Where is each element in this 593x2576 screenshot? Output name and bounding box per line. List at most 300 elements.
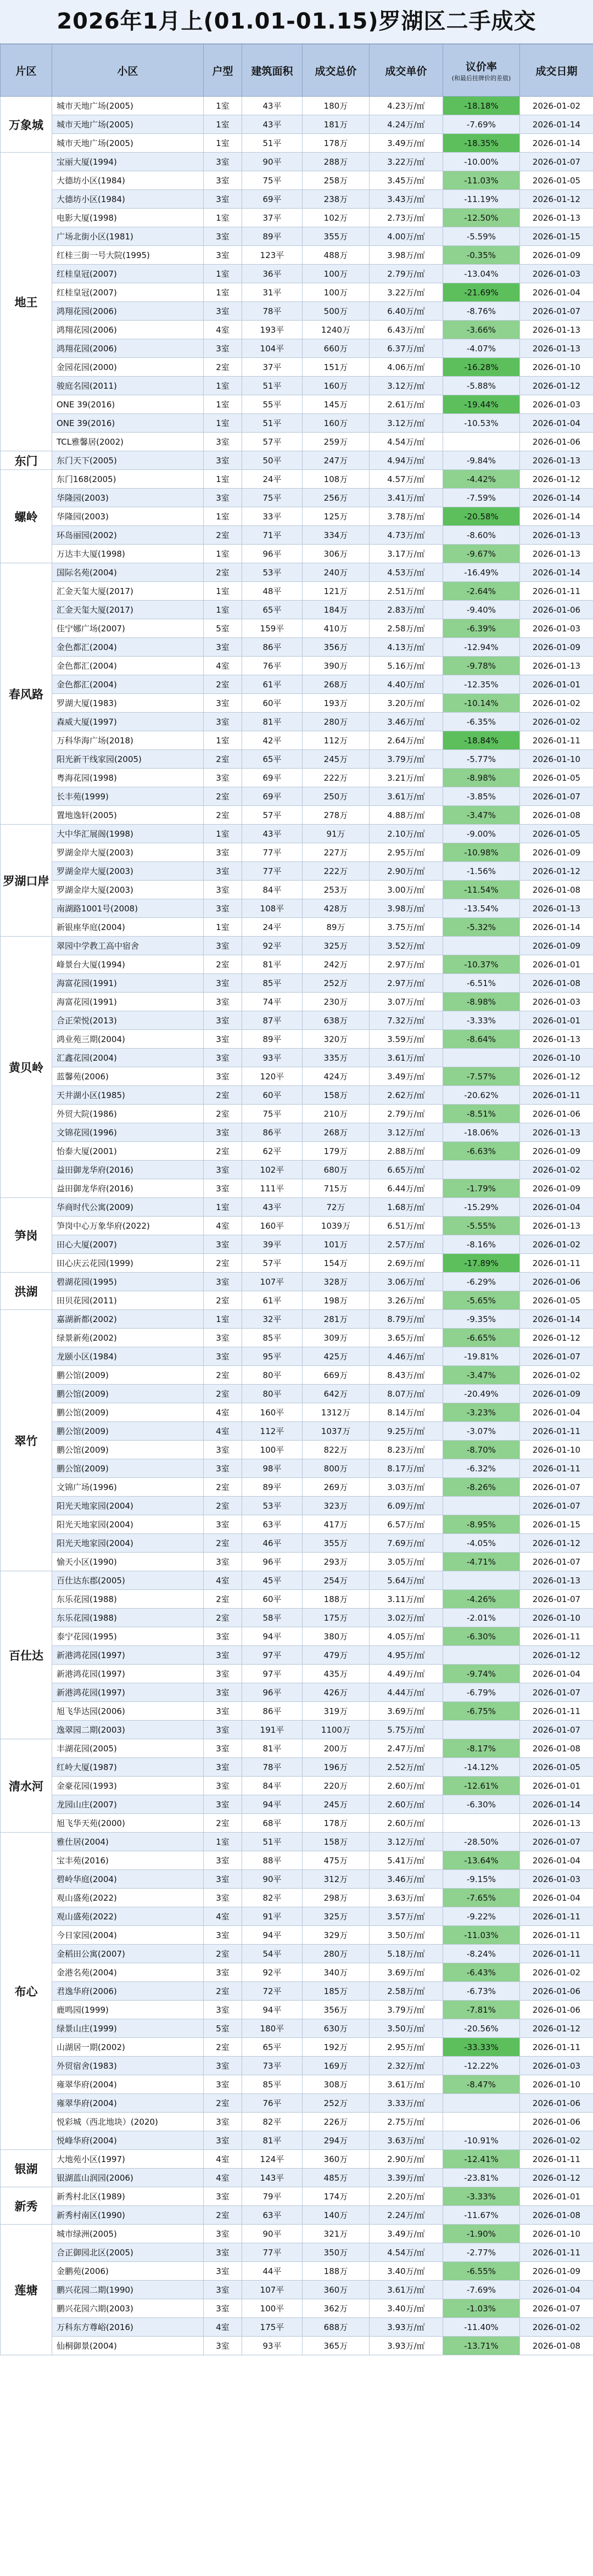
area-cell: 124平 — [242, 2150, 303, 2169]
unit-price-cell: 3.45万/㎡ — [370, 171, 443, 190]
date-cell: 2026-01-04 — [520, 1889, 593, 1907]
table-row — [1, 302, 593, 321]
table-row — [1, 1497, 593, 1515]
area-cell: 107平 — [242, 1273, 303, 1291]
unit-price-cell: 4.00万/㎡ — [370, 227, 443, 246]
discount-cell: -7.65% — [443, 1889, 520, 1907]
table-row — [1, 1161, 593, 1179]
layout-cell: 3室 — [204, 1795, 242, 1814]
unit-price-cell: 6.09万/㎡ — [370, 1497, 443, 1515]
date-cell: 2026-01-04 — [520, 2281, 593, 2299]
community-cell: 国际名苑(2004) — [52, 563, 204, 582]
area-cell: 51平 — [242, 414, 303, 433]
date-cell: 2026-01-11 — [520, 1702, 593, 1721]
area-cell: 160平 — [242, 1403, 303, 1422]
area-cell: 81平 — [242, 2131, 303, 2150]
layout-cell: 4室 — [204, 657, 242, 675]
area-cell: 108平 — [242, 899, 303, 918]
table-row — [1, 2113, 593, 2131]
layout-cell: 1室 — [204, 731, 242, 750]
community-cell: 合正御园北区(2005) — [52, 2243, 204, 2262]
community-cell: 广场北街小区(1981) — [52, 227, 204, 246]
unit-price-cell: 3.07万/㎡ — [370, 993, 443, 1011]
area-cell: 43平 — [242, 825, 303, 843]
layout-cell: 3室 — [204, 2299, 242, 2318]
total-price-cell: 100万 — [303, 265, 370, 283]
date-cell: 2026-01-13 — [520, 1123, 593, 1142]
layout-cell: 2室 — [204, 1086, 242, 1105]
community-cell: 鹏公馆(2009) — [52, 1422, 204, 1441]
total-price-cell: 485万 — [303, 2169, 370, 2187]
community-cell: 龙园山庄(2007) — [52, 1795, 204, 1814]
unit-price-cell: 3.78万/㎡ — [370, 507, 443, 526]
date-cell: 2026-01-02 — [520, 1161, 593, 1179]
discount-cell: -8.70% — [443, 1441, 520, 1459]
date-cell: 2026-01-10 — [520, 358, 593, 377]
discount-cell: -6.63% — [443, 1142, 520, 1161]
date-cell: 2026-01-03 — [520, 1870, 593, 1889]
unit-price-cell: 6.37万/㎡ — [370, 339, 443, 358]
total-price-cell: 245万 — [303, 750, 370, 769]
table-row — [1, 1963, 593, 1982]
area-cell: 85平 — [242, 2075, 303, 2094]
date-cell: 2026-01-10 — [520, 2075, 593, 2094]
total-price-cell: 390万 — [303, 657, 370, 675]
area-cell: 89平 — [242, 227, 303, 246]
total-price-cell: 91万 — [303, 825, 370, 843]
table-row — [1, 526, 593, 545]
table-row — [1, 1030, 593, 1049]
area-cell: 39平 — [242, 1235, 303, 1254]
date-cell: 2026-01-12 — [520, 862, 593, 881]
total-price-cell: 259万 — [303, 433, 370, 451]
area-cell: 69平 — [242, 190, 303, 209]
community-cell: 阳光天地家园(2004) — [52, 1534, 204, 1553]
unit-price-cell: 2.79万/㎡ — [370, 1105, 443, 1123]
unit-price-cell: 2.73万/㎡ — [370, 209, 443, 227]
date-cell: 2026-01-14 — [520, 918, 593, 937]
total-price-cell: 362万 — [303, 2299, 370, 2318]
total-price-cell: 479万 — [303, 1646, 370, 1665]
total-price-cell: 268万 — [303, 1123, 370, 1142]
district-cell: 银湖 — [1, 2150, 52, 2187]
date-cell: 2026-01-12 — [520, 1329, 593, 1347]
area-cell: 51平 — [242, 134, 303, 153]
discount-cell: -3.85% — [443, 787, 520, 806]
date-cell: 2026-01-09 — [520, 2262, 593, 2281]
total-price-cell: 160万 — [303, 414, 370, 433]
layout-cell: 4室 — [204, 1422, 242, 1441]
total-price-cell: 500万 — [303, 302, 370, 321]
area-cell: 31平 — [242, 283, 303, 302]
area-cell: 51平 — [242, 1833, 303, 1851]
community-cell: 金稻田公寓(2007) — [52, 1945, 204, 1963]
date-cell: 2026-01-05 — [520, 1291, 593, 1310]
community-cell: 益田御龙华府(2016) — [52, 1161, 204, 1179]
date-cell: 2026-01-12 — [520, 190, 593, 209]
table-row — [1, 1086, 593, 1105]
date-cell: 2026-01-12 — [520, 470, 593, 489]
date-cell: 2026-01-12 — [520, 1534, 593, 1553]
layout-cell: 3室 — [204, 993, 242, 1011]
table-row — [1, 563, 593, 582]
area-cell: 54平 — [242, 1945, 303, 1963]
total-price-cell: 360万 — [303, 2281, 370, 2299]
area-cell: 81平 — [242, 1739, 303, 1758]
unit-price-cell: 2.61万/㎡ — [370, 395, 443, 414]
date-cell: 2026-01-07 — [520, 1347, 593, 1366]
discount-cell — [443, 1646, 520, 1665]
discount-cell: -8.60% — [443, 526, 520, 545]
area-cell: 81平 — [242, 713, 303, 731]
discount-cell: -9.35% — [443, 1310, 520, 1329]
layout-cell: 2室 — [204, 1982, 242, 2001]
discount-cell — [443, 1571, 520, 1590]
table-row — [1, 843, 593, 862]
discount-cell: -10.98% — [443, 843, 520, 862]
community-cell: 大德坊小区(1984) — [52, 190, 204, 209]
table-row — [1, 489, 593, 507]
total-price-cell: 329万 — [303, 1926, 370, 1945]
area-cell: 94平 — [242, 1926, 303, 1945]
discount-cell: -8.17% — [443, 1739, 520, 1758]
total-price-cell: 308万 — [303, 2075, 370, 2094]
community-cell: 绿景新苑(2002) — [52, 1329, 204, 1347]
area-cell: 46平 — [242, 1534, 303, 1553]
layout-cell: 2室 — [204, 1590, 242, 1609]
table-row — [1, 1683, 593, 1702]
unit-price-cell: 9.25万/㎡ — [370, 1422, 443, 1441]
area-cell: 75平 — [242, 489, 303, 507]
community-cell: 鹏公馆(2009) — [52, 1366, 204, 1385]
layout-cell: 3室 — [204, 1123, 242, 1142]
unit-price-cell: 4.54万/㎡ — [370, 433, 443, 451]
unit-price-cell: 4.49万/㎡ — [370, 1665, 443, 1683]
discount-cell — [443, 2113, 520, 2131]
unit-price-cell: 3.06万/㎡ — [370, 1273, 443, 1291]
layout-cell: 3室 — [204, 2225, 242, 2243]
date-cell: 2026-01-04 — [520, 1403, 593, 1422]
discount-cell: -6.43% — [443, 1963, 520, 1982]
discount-cell: -4.26% — [443, 1590, 520, 1609]
discount-cell: -6.55% — [443, 2262, 520, 2281]
community-cell: 南湖路1001号(2008) — [52, 899, 204, 918]
table-row — [1, 1011, 593, 1030]
date-cell: 2026-01-11 — [520, 1627, 593, 1646]
community-cell: 鸿翔花园(2006) — [52, 302, 204, 321]
table-row — [1, 2169, 593, 2187]
date-cell: 2026-01-07 — [520, 302, 593, 321]
layout-cell: 2室 — [204, 1478, 242, 1497]
discount-cell: -20.49% — [443, 1385, 520, 1403]
layout-cell: 3室 — [204, 1665, 242, 1683]
total-price-cell: 245万 — [303, 1795, 370, 1814]
total-price-cell: 321万 — [303, 2225, 370, 2243]
area-cell: 77平 — [242, 2243, 303, 2262]
date-cell: 2026-01-13 — [520, 1571, 593, 1590]
unit-price-cell: 5.18万/㎡ — [370, 1945, 443, 1963]
discount-cell: -12.61% — [443, 1777, 520, 1795]
table-row — [1, 1609, 593, 1627]
discount-cell: -13.54% — [443, 899, 520, 918]
total-price-cell: 1312万 — [303, 1403, 370, 1422]
table-row — [1, 2243, 593, 2262]
total-price-cell: 268万 — [303, 675, 370, 694]
area-cell: 94平 — [242, 1627, 303, 1646]
community-cell: 田心大厦(2007) — [52, 1235, 204, 1254]
discount-cell: -18.35% — [443, 134, 520, 153]
date-cell: 2026-01-02 — [520, 713, 593, 731]
date-cell: 2026-01-13 — [520, 526, 593, 545]
date-cell: 2026-01-07 — [520, 1683, 593, 1702]
area-cell: 79平 — [242, 2187, 303, 2206]
layout-cell: 1室 — [204, 283, 242, 302]
area-cell: 55平 — [242, 395, 303, 414]
unit-price-cell: 2.20万/㎡ — [370, 2187, 443, 2206]
community-cell: 鹏公馆(2009) — [52, 1385, 204, 1403]
total-price-cell: 475万 — [303, 1851, 370, 1870]
table-row — [1, 1627, 593, 1646]
community-cell: 东乐花园(1988) — [52, 1609, 204, 1627]
area-cell: 143平 — [242, 2169, 303, 2187]
layout-cell: 3室 — [204, 2187, 242, 2206]
area-cell: 90平 — [242, 1870, 303, 1889]
table-row — [1, 1142, 593, 1161]
date-cell: 2026-01-07 — [520, 1478, 593, 1497]
unit-price-cell: 4.44万/㎡ — [370, 1683, 443, 1702]
layout-cell: 3室 — [204, 153, 242, 171]
date-cell: 2026-01-11 — [520, 582, 593, 601]
date-cell: 2026-01-01 — [520, 2187, 593, 2206]
discount-cell — [443, 1161, 520, 1179]
area-cell: 80平 — [242, 1366, 303, 1385]
unit-price-cell: 6.44万/㎡ — [370, 1179, 443, 1198]
community-cell: 宝丽大厦(1994) — [52, 153, 204, 171]
area-cell: 43平 — [242, 97, 303, 115]
discount-cell: -3.47% — [443, 1366, 520, 1385]
table-row — [1, 825, 593, 843]
layout-cell: 3室 — [204, 1758, 242, 1777]
community-cell: 金色都汇(2004) — [52, 638, 204, 657]
table-row — [1, 209, 593, 227]
total-price-cell: 688万 — [303, 2318, 370, 2337]
community-cell: 东门天下(2005) — [52, 451, 204, 470]
discount-cell: -17.89% — [443, 1254, 520, 1273]
layout-cell: 2室 — [204, 1385, 242, 1403]
community-cell: 天井湖小区(1985) — [52, 1086, 204, 1105]
community-cell: 海富花园(1991) — [52, 993, 204, 1011]
community-cell: 城市天地广场(2005) — [52, 97, 204, 115]
unit-price-cell: 3.61万/㎡ — [370, 2075, 443, 2094]
discount-cell: -28.50% — [443, 1833, 520, 1851]
date-cell: 2026-01-08 — [520, 2337, 593, 2355]
community-cell: 旭飞华达园(2006) — [52, 1702, 204, 1721]
discount-cell: -11.67% — [443, 2206, 520, 2225]
area-cell: 76平 — [242, 657, 303, 675]
layout-cell: 3室 — [204, 2337, 242, 2355]
total-price-cell: 252万 — [303, 974, 370, 993]
date-cell: 2026-01-07 — [520, 787, 593, 806]
community-cell: 丰湖花园(2005) — [52, 1739, 204, 1758]
total-price-cell: 428万 — [303, 899, 370, 918]
area-cell: 71平 — [242, 526, 303, 545]
community-cell: 金港名苑(2004) — [52, 1963, 204, 1982]
layout-cell: 2室 — [204, 750, 242, 769]
discount-cell — [443, 2094, 520, 2113]
area-cell: 62平 — [242, 1142, 303, 1161]
header-total-price: 成交总价 — [303, 44, 370, 97]
discount-cell: -11.03% — [443, 171, 520, 190]
table-row — [1, 153, 593, 171]
date-cell: 2026-01-12 — [520, 377, 593, 395]
district-cell: 百仕达 — [1, 1571, 52, 1739]
table-row — [1, 395, 593, 414]
table-row — [1, 2001, 593, 2019]
community-cell: 金豪花园(1993) — [52, 1777, 204, 1795]
table-row — [1, 2225, 593, 2243]
table-row — [1, 1851, 593, 1870]
unit-price-cell: 5.75万/㎡ — [370, 1721, 443, 1739]
layout-cell: 2室 — [204, 1945, 242, 1963]
table-row — [1, 227, 593, 246]
community-cell: 红桂皇冠(2007) — [52, 265, 204, 283]
unit-price-cell: 2.69万/㎡ — [370, 1254, 443, 1273]
date-cell: 2026-01-14 — [520, 1795, 593, 1814]
table-row — [1, 1758, 593, 1777]
layout-cell: 3室 — [204, 190, 242, 209]
table-row — [1, 470, 593, 489]
area-cell: 84平 — [242, 1777, 303, 1795]
table-row — [1, 2150, 593, 2169]
layout-cell: 3室 — [204, 1161, 242, 1179]
discount-cell: -4.42% — [443, 470, 520, 489]
date-cell: 2026-01-10 — [520, 750, 593, 769]
total-price-cell: 680万 — [303, 1161, 370, 1179]
total-price-cell: 101万 — [303, 1235, 370, 1254]
total-price-cell: 355万 — [303, 1534, 370, 1553]
area-cell: 80平 — [242, 1385, 303, 1403]
layout-cell: 2室 — [204, 2038, 242, 2057]
total-price-cell: 269万 — [303, 1478, 370, 1497]
unit-price-cell: 3.05万/㎡ — [370, 1553, 443, 1571]
table-row — [1, 321, 593, 339]
total-price-cell: 320万 — [303, 1030, 370, 1049]
layout-cell: 2室 — [204, 1366, 242, 1385]
total-price-cell: 258万 — [303, 171, 370, 190]
discount-cell: -6.39% — [443, 619, 520, 638]
table-row — [1, 1907, 593, 1926]
unit-price-cell: 3.26万/㎡ — [370, 1291, 443, 1310]
layout-cell: 2室 — [204, 1534, 242, 1553]
total-price-cell: 180万 — [303, 97, 370, 115]
unit-price-cell: 3.57万/㎡ — [370, 1907, 443, 1926]
total-price-cell: 188万 — [303, 2262, 370, 2281]
unit-price-cell: 3.49万/㎡ — [370, 134, 443, 153]
community-cell: 万科东方尊峪(2016) — [52, 2318, 204, 2337]
area-cell: 74平 — [242, 993, 303, 1011]
layout-cell: 3室 — [204, 1963, 242, 1982]
discount-cell: -20.62% — [443, 1086, 520, 1105]
date-cell: 2026-01-11 — [520, 1422, 593, 1441]
area-cell: 94平 — [242, 1795, 303, 1814]
date-cell: 2026-01-01 — [520, 1011, 593, 1030]
table-row — [1, 1590, 593, 1609]
discount-cell: -4.07% — [443, 339, 520, 358]
unit-price-cell: 3.50万/㎡ — [370, 1926, 443, 1945]
community-cell: 鸿翔花园(2006) — [52, 339, 204, 358]
discount-cell: -12.35% — [443, 675, 520, 694]
layout-cell: 3室 — [204, 2113, 242, 2131]
table-row — [1, 1702, 593, 1721]
area-cell: 33平 — [242, 507, 303, 526]
table-row — [1, 115, 593, 134]
discount-cell: -7.69% — [443, 115, 520, 134]
community-cell: 森威大厦(1997) — [52, 713, 204, 731]
unit-price-cell: 3.79万/㎡ — [370, 750, 443, 769]
area-cell: 100平 — [242, 1441, 303, 1459]
discount-cell: -10.37% — [443, 955, 520, 974]
discount-cell: -23.81% — [443, 2169, 520, 2187]
community-cell: 鹏公馆(2009) — [52, 1441, 204, 1459]
discount-cell: -10.53% — [443, 414, 520, 433]
table-row — [1, 1049, 593, 1067]
district-cell: 黄贝岭 — [1, 937, 52, 1198]
discount-cell: -8.24% — [443, 1945, 520, 1963]
date-cell: 2026-01-12 — [520, 2169, 593, 2187]
total-price-cell: 238万 — [303, 190, 370, 209]
discount-cell: -6.30% — [443, 1627, 520, 1646]
total-price-cell: 193万 — [303, 694, 370, 713]
unit-price-cell: 3.93万/㎡ — [370, 2337, 443, 2355]
unit-price-cell: 2.47万/㎡ — [370, 1739, 443, 1758]
community-cell: 金色都汇(2004) — [52, 657, 204, 675]
total-price-cell: 325万 — [303, 937, 370, 955]
discount-cell: -8.51% — [443, 1105, 520, 1123]
community-cell: 红岭大厦(1987) — [52, 1758, 204, 1777]
unit-price-cell: 3.65万/㎡ — [370, 1329, 443, 1347]
area-cell: 68平 — [242, 1814, 303, 1833]
area-cell: 92平 — [242, 1963, 303, 1982]
layout-cell: 3室 — [204, 2131, 242, 2150]
community-cell: 汇金天玺大厦(2017) — [52, 582, 204, 601]
table-row — [1, 2299, 593, 2318]
area-cell: 86平 — [242, 1702, 303, 1721]
total-price-cell: 151万 — [303, 358, 370, 377]
layout-cell: 3室 — [204, 694, 242, 713]
layout-cell: 2室 — [204, 358, 242, 377]
transaction-table — [0, 44, 593, 2355]
unit-price-cell: 2.32万/㎡ — [370, 2057, 443, 2075]
discount-cell: -19.81% — [443, 1347, 520, 1366]
area-cell: 94平 — [242, 2001, 303, 2019]
area-cell: 77平 — [242, 862, 303, 881]
area-cell: 82平 — [242, 1889, 303, 1907]
table-row — [1, 97, 593, 115]
discount-cell — [443, 1721, 520, 1739]
discount-cell: -2.01% — [443, 1609, 520, 1627]
community-cell: 粤海花园(1998) — [52, 769, 204, 787]
unit-price-cell: 2.97万/㎡ — [370, 955, 443, 974]
area-cell: 32平 — [242, 1310, 303, 1329]
unit-price-cell: 4.23万/㎡ — [370, 97, 443, 115]
area-cell: 123平 — [242, 246, 303, 265]
table-row — [1, 2094, 593, 2113]
area-cell: 191平 — [242, 1721, 303, 1739]
unit-price-cell: 5.64万/㎡ — [370, 1571, 443, 1590]
unit-price-cell: 3.22万/㎡ — [370, 283, 443, 302]
community-cell: 大地苑小区(1997) — [52, 2150, 204, 2169]
layout-cell: 3室 — [204, 2243, 242, 2262]
